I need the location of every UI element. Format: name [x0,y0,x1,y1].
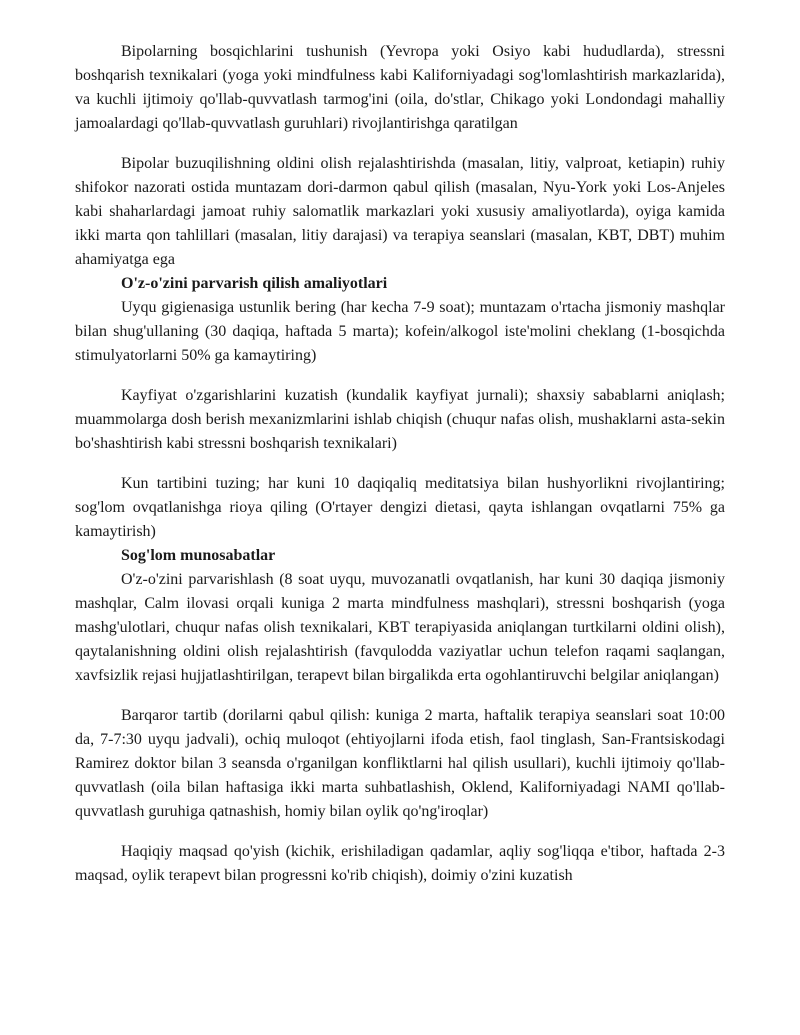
heading-healthy-relationships: Sog'lom munosabatlar [121,547,276,564]
paragraph-sleep-hygiene: Uyqu gigienasiga ustunlik bering (har kecha 7-9 soat); muntazam o'rtacha jismoniy mashqlar bilan shug'ullaning (30 daqiqa, haftada 5 marta); kofein/alkogol iste'molini cheklang (1-bosqichda stimulyatorlarni 50% ga kamaytiring) [75,299,725,364]
paragraph-prevention-planning: Bipolar buzuqilishning oldini olish rejalashtirishda (masalan, litiy, valproat, ketiapin) ruhiy shifokor nazorati ostida muntazam dori-darmon qabul qilish (masalan, Nyu-York yoki Los-Anjeles kabi shaharlardagi jamoat ruhiy salomatlik markazlari yoki xususiy amaliyotlarda), oyiga kamida ikki marta qon tahlillari (masalan, litiy darajasi) va terapiya seanslari (masalan, KBT, DBT) muhim ahamiyatga ega [75,155,725,268]
paragraph-daily-routine: Kun tartibini tuzing; har kuni 10 daqiqaliq meditatsiya bilan hushyorlikni rivojlantiring; sog'lom ovqatlanishga rioya qiling (O'rtayer dengizi dietasi, qayta ishlangan ovqatlarni 75% ga kamaytirish) [75,475,725,540]
paragraph-mood-tracking: Kayfiyat o'zgarishlarini kuzatish (kundalik kayfiyat jurnali); shaxsiy sabablarni aniqlash; muammolarga dosh berish mexanizmlarini ishlab chiqish (chuqur nafas olish, mushaklarni asta-sekin bo'shashtirish kabi stressni boshqarish texnikalari) [75,387,725,452]
document-page [75,40,725,888]
paragraph-goal-setting: Haqiqiy maqsad qo'yish (kichik, erishiladigan qadamlar, aqliy sog'liqqa e'tibor, haftada 2-3 maqsad, oylik terapevt bilan progressni ko'rib chiqish), doimiy o'zini kuzatish [75,843,725,884]
paragraph-self-care-plan: O'z-o'zini parvarishlash (8 soat uyqu, muvozanatli ovqatlanish, har kuni 30 daqiqa jismoniy mashqlar, Calm ilovasi orqali kuniga 2 marta mindfulness mashqlari), stressni boshqarish (yoga mashg'ulotlari, chuqur nafas olish texnikalari, KBT terapiyasida aniqlangan turtkilarni oldini olish), qaytalanishning oldini olish rejalashtirish (favqulodda vaziyatlar uchun telefon raqami saqlangan, xavfsizlik rejasi hujjatlashtirilgan, terapevt bilan birgalikda erta ogohlantiruvchi belgilar aniqlangan) [75,571,725,684]
heading-self-care: O'z-o'zini parvarish qilish amaliyotlari [121,275,388,292]
paragraph-bipolar-stages: Bipolarning bosqichlarini tushunish (Yevropa yoki Osiyo kabi hududlarda), stressni boshqarish texnikalari (yoga yoki mindfulness kabi Kaliforniyadagi sog'lomlashtirish markazlarida), va kuchli ijtimoiy qo'llab-quvvatlash tarmog'ini (oila, do'stlar, Chikago yoki Londondagi mahalliy jamoalardagi qo'llab-quvvatlash guruhlari) rivojlantirishga qaratilgan [75,43,725,132]
paragraph-stable-routine: Barqaror tartib (dorilarni qabul qilish: kuniga 2 marta, haftalik terapiya seanslari soat 10:00 da, 7-7:30 uyqu jadvali), ochiq muloqot (ehtiyojlarni ifoda etish, faol tinglash, San-Frantsiskodagi Ramirez doktor bilan 3 seansda o'rganilgan konfliktlarni hal qilish usullari), kuchli ijtimoiy qo'llab-quvvatlash (oila bilan haftasiga ikki marta suhbatlashish, Oklend, Kaliforniyadagi NAMI qo'llab-quvvatlash guruhiga qatnashish, homiy bilan oylik qo'ng'iroqlar) [75,707,725,820]
